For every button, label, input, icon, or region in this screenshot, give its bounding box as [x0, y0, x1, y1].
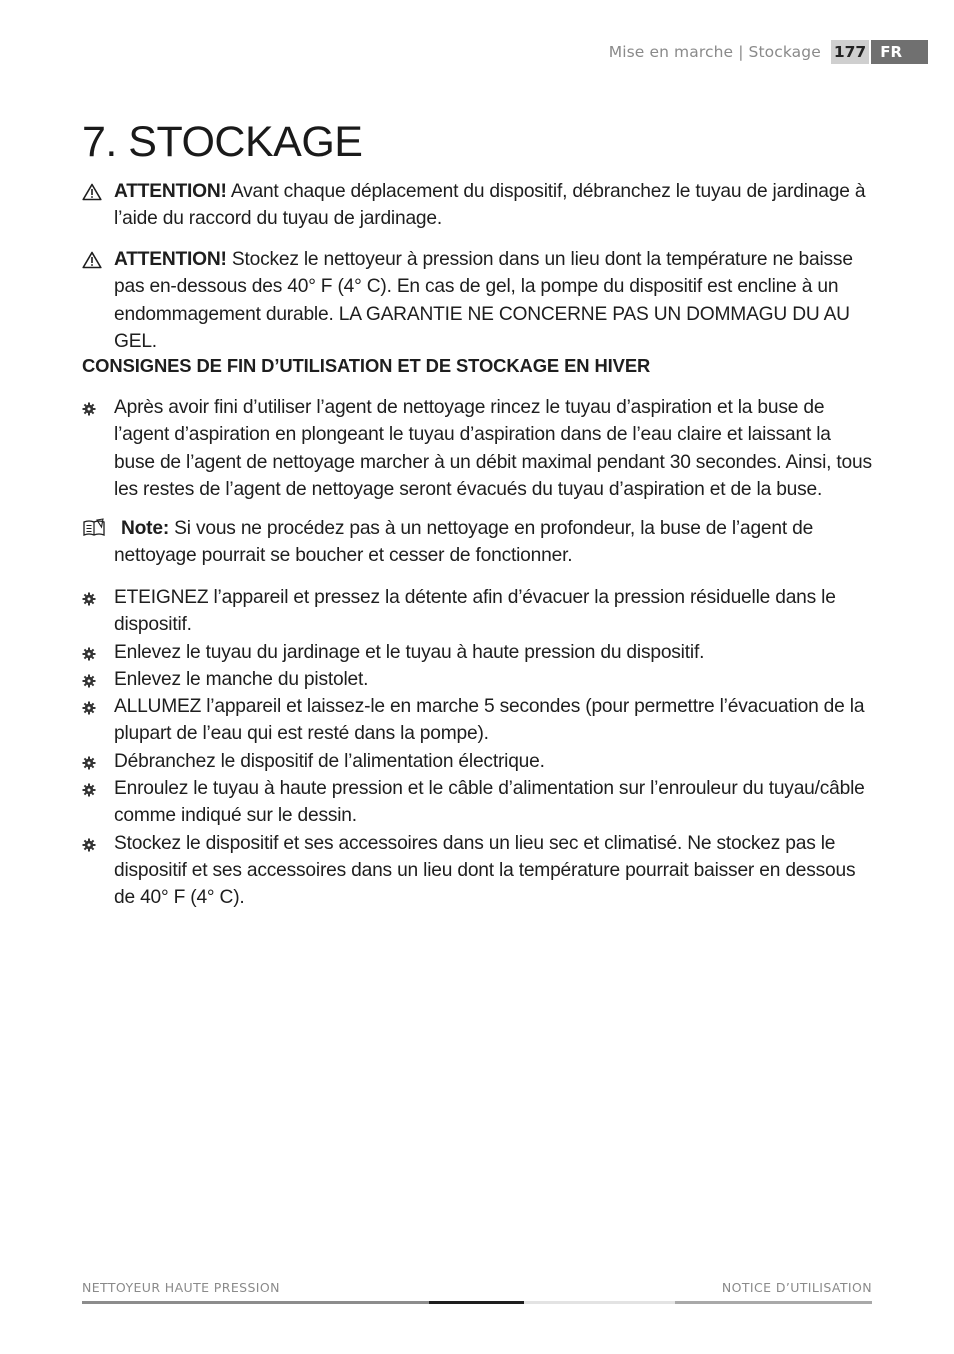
list-item	[82, 639, 872, 666]
warning-text: Avant chaque déplacement du dispositif, débranchez le tuyau de jardinage à l’aide du raccord du tuyau de jardinage.	[114, 181, 866, 230]
warning-block	[82, 246, 872, 355]
warning-text: Stockez le nettoyeur à pression dans un lieu dont la température ne baisse pas en-dessous des 40° F (4° C). En cas de gel, la pompe du dispositif est encline à un endommagement durable. LA GARANTIE NE CONCERNE PAS UN DOMMAGU DU AU GEL.	[114, 249, 853, 352]
list-item	[82, 693, 872, 748]
note-block	[82, 515, 872, 570]
warning-label: ATTENTION!	[114, 249, 227, 270]
section-subheading: CONSIGNES DE FIN D’UTILISATION ET DE STOCKAGE EN HIVER	[82, 355, 651, 376]
list-item-text: Stockez le dispositif et ses accessoires dans un lieu sec et climatisé. Ne stockez pas le dispositif et ses accessoires dans un lieu dont la température pourrait baisser en dessous de 40° F (4° C).	[114, 832, 856, 909]
list-item	[82, 394, 872, 503]
language-badge: FR	[871, 40, 928, 64]
note-label: Note:	[121, 518, 170, 539]
footer-document-name: NOTICE D’UTILISATION	[721, 1280, 872, 1295]
gear-bullet-icon	[82, 838, 96, 852]
page-title: 7. STOCKAGE	[82, 118, 363, 166]
open-book-icon	[82, 518, 106, 546]
header-section-title: Mise en marche | Stockage	[608, 43, 821, 61]
warning-block	[82, 178, 872, 233]
list-item-text: ETEIGNEZ l’appareil et pressez la détente afin d’évacuer la pression résiduelle dans le dispositif.	[114, 587, 836, 636]
gear-bullet-icon	[82, 756, 96, 770]
footer-product-name: NETTOYEUR HAUTE PRESSION	[82, 1280, 280, 1295]
warning-label: ATTENTION!	[114, 181, 227, 202]
page-header	[609, 40, 928, 64]
gear-bullet-icon	[82, 783, 96, 797]
bullet-list-cleaning	[82, 394, 872, 503]
note-text: Si vous ne procédez pas à un nettoyage en profondeur, la buse de l’agent de nettoyage pourrait se boucher et cesser de fonctionner.	[114, 518, 814, 567]
gear-bullet-icon	[82, 592, 96, 606]
list-item-text: Après avoir fini d’utiliser l’agent de nettoyage rincez le tuyau d’aspiration et la buse de l’agent d’aspiration en plongeant le tuyau d’aspiration dans de l’eau claire et laissant la buse de l’agent de nettoyage marcher à un débit maximal pendant 30 secondes. Ainsi, tous les restes de l’agent de nettoyage seront évacués du tuyau d’aspiration et de la buse.	[114, 397, 872, 500]
list-item	[82, 775, 872, 830]
bullet-list-storage	[82, 584, 872, 912]
list-item-text: Enroulez le tuyau à haute pression et le câble d’alimentation sur l’enrouleur du tuyau/câble comme indiqué sur le dessin.	[114, 778, 865, 827]
page-number: 177	[831, 40, 869, 64]
list-item	[82, 748, 872, 775]
list-item-text: ALLUMEZ l’appareil et laissez-le en marche 5 secondes (pour permettre l’évacuation de la plupart de l’eau qui est resté dans la pompe).	[114, 696, 865, 745]
list-item	[82, 666, 872, 693]
gear-bullet-icon	[82, 674, 96, 688]
gear-bullet-icon	[82, 402, 96, 416]
footer-divider	[82, 1301, 872, 1304]
list-item-text: Débranchez le dispositif de l’alimentation électrique.	[114, 750, 545, 772]
gear-bullet-icon	[82, 701, 96, 715]
list-item-text: Enlevez le manche du pistolet.	[114, 668, 369, 690]
list-item-text: Enlevez le tuyau du jardinage et le tuyau à haute pression du dispositif.	[114, 641, 705, 663]
list-item	[82, 830, 872, 912]
list-item	[82, 584, 872, 639]
gear-bullet-icon	[82, 647, 96, 661]
